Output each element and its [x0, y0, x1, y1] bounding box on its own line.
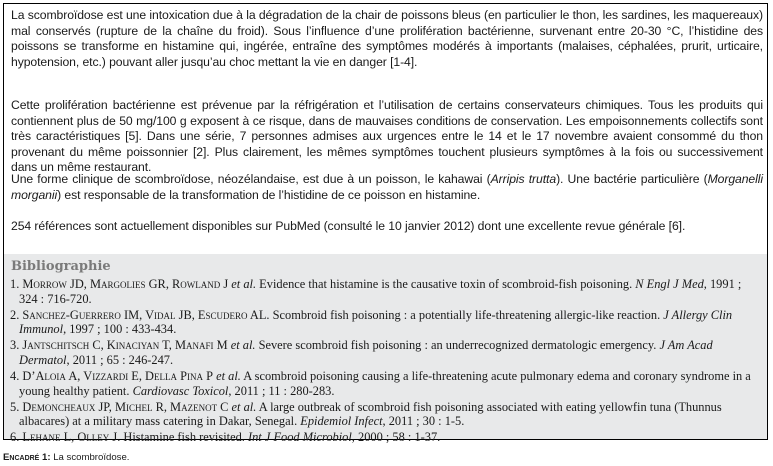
reference-details: , 2011 ; 65 : 246-247. [66, 352, 174, 367]
reference-title: . Histamine fish revisited. [117, 430, 248, 445]
reference-number: 5. [10, 399, 20, 414]
paragraph-pubmed: 254 références sont actuellement disponibles sur PubMed (consulté le 10 janvier 2012) dont une excellente revue générale [6]. [11, 219, 686, 233]
reference-number: 2. [10, 307, 20, 322]
reference-authors: Sanchez-Guerrero IM, Vidal JB, Escudero AL [22, 307, 267, 322]
bibliography-section [4, 254, 767, 445]
reference-etal: et al. [216, 369, 241, 384]
reference-item [10, 338, 762, 367]
reference-title: . Scombroid fish poisoning : a potentially life-threatening allergic-like reaction. [266, 307, 664, 322]
caption-text: La scombroïdose. [50, 452, 130, 463]
reference-number: 3. [10, 338, 20, 353]
reference-number: 4. [10, 369, 20, 384]
box-body [11, 8, 764, 233]
reference-title: Severe scombroid fish poisoning : an underrecognized dermatologic emergency. [255, 338, 660, 353]
reference-item [10, 369, 762, 398]
paragraph-prevention: Cette prolifération bactérienne est prévenue par la réfrigération et l’utilisation de certains conservateurs chimiques. Tous les produits qui contiennent plus de 50 mg/100 g exposent à ce risque, dans de mauvaises conditions de conservation. Les empoisonnements collectifs sont très caractéristiques [5]. Dans une série, 7 personnes admises aux urgences entre le 14 et le 17 novembre avaient consommé du thon provenant du même poissonnier [2]. Plus clairement, les mêmes symptômes touchent plusieurs symptômes à la fois ou successivement dans un même restaurant. [11, 98, 763, 175]
reference-title: Evidence that histamine is the causative toxin of scombroid-fish poisoning. [256, 277, 636, 291]
box-caption [3, 452, 129, 463]
reference-details: , 1997 ; 100 : 433-434. [63, 322, 177, 337]
bibliography-list [10, 277, 762, 447]
reference-title: A large outbreak of scombroid fish poisoning associated with eating yellowfin tuna (Thunnus albacares) at a military mass catering in Dakar, Senegal. [19, 399, 722, 429]
reference-etal: et al. [231, 277, 257, 291]
reference-etal: et al. [230, 338, 256, 353]
reference-details: , 2011 ; 30 : 1-5. [382, 414, 465, 429]
reference-authors: Demoncheaux JP, Michel R, Mazenot C [22, 399, 229, 414]
species-name-bacterium: Morganelli morganii [11, 172, 764, 202]
caption-label: Encadré 1: [3, 452, 51, 463]
reference-item [10, 308, 762, 337]
reference-authors: Lehane L, Olley J [22, 430, 118, 445]
reference-journal: Cardiovasc Toxicol [132, 383, 229, 398]
reference-number: 1. [10, 277, 20, 291]
reference-details: , 2000 ; 58 : 1-37. [351, 430, 441, 445]
reference-authors: D’Aloia A, Vizzardi E, Della Pina P [22, 369, 213, 384]
reference-journal: J Allergy Clin Immunol [19, 307, 733, 337]
reference-etal: et al. [231, 399, 257, 414]
reference-number: 6. [10, 430, 20, 445]
paragraph-clinical-part3: ) est responsable de la transformation de l’histidine de ce poisson en histamine. [57, 187, 481, 202]
reference-details: , 1991 ; 324 : 716-720. [19, 277, 742, 306]
reference-authors: Jantschitsch C, Kinaciyan T, Manafi M [22, 338, 228, 353]
bibliography-title: Bibliographie [11, 259, 111, 274]
reference-title: A scombroid poisoning causing a life-threatening acute pulmonary edema and coronary syndrome in a young healthy patient. [19, 369, 751, 398]
reference-item [10, 430, 762, 445]
paragraph-clinical-part1: Une forme clinique de scombroïdose, néozélandaise, est due à un poisson, le kahawai ( [11, 172, 491, 186]
paragraph-clinical-part2: ). Une bactérie particulière ( [556, 172, 708, 186]
reference-item [10, 400, 762, 429]
reference-journal: N Engl J Med [635, 277, 704, 291]
reference-journal: Int J Food Microbiol [247, 430, 352, 445]
reference-item [10, 277, 762, 306]
reference-journal: Epidemiol Infect [300, 414, 383, 429]
reference-authors: Morrow JD, Margolies GR, Rowland J [22, 277, 229, 291]
paragraph-definition: La scombroïdose est une intoxication due à la dégradation de la chair de poissons bleus (en particulier le thon, les sardines, les maquereaux) mal conservés (rupture de la chaîne du froid). Sous l’influence d’une prolifération bactérienne, survenant entre 20-30 °C, l’histidine des poissons se transforme en histamine qui, ingérée, entraîne des symptômes modérés à importants (malaises, céphalées, prurit, urticaire, hypotension, etc.) pouvant aller jusqu’au choc mettant la vie en danger [1-4]. [11, 8, 763, 69]
species-name-fish: Arripis trutta [490, 172, 557, 186]
info-box [3, 3, 768, 445]
paragraph-clinical-form [11, 172, 763, 203]
reference-journal: J Am Acad Dermatol [19, 338, 713, 367]
reference-details: , 2011 ; 11 : 280-283. [228, 383, 335, 398]
